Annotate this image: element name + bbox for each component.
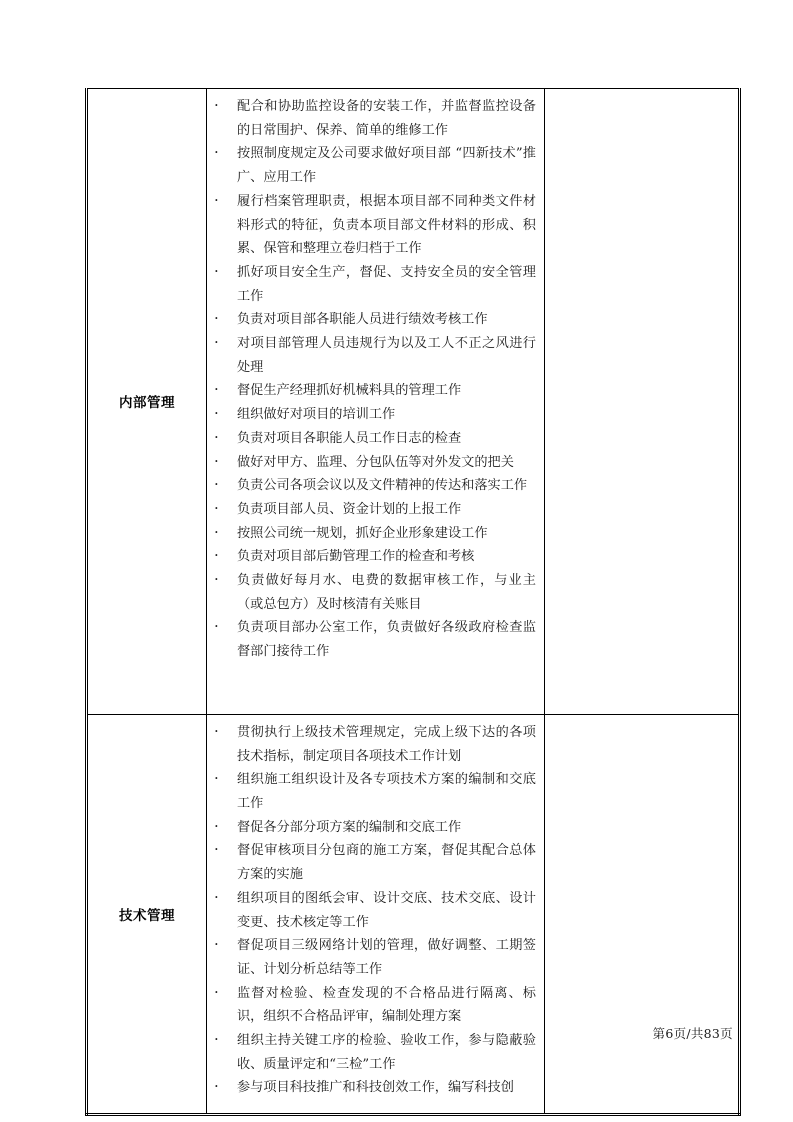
table-body xyxy=(87,89,740,1115)
list-item: · 组织主持关键工序的检验、验收工作，参与隐蔽验收、质量评定和“三检”工作 xyxy=(207,1029,536,1076)
list-item: · 负责对项目各职能人员工作日志的检查 xyxy=(207,427,536,451)
table-row xyxy=(87,89,740,715)
cell-bottom-spacer xyxy=(207,672,544,714)
list-item: · 对项目部管理人员违规行为以及工人不正之风进行处理 xyxy=(207,332,536,379)
list-item: · 督促生产经理抓好机械料具的管理工作 xyxy=(207,379,536,403)
list-item: · 督促审核项目分包商的施工方案，督促其配合总体方案的实施 xyxy=(207,839,536,886)
list-item: · 参与项目科技推广和科技创效工作，编写科技创 xyxy=(207,1076,536,1100)
list-item: · 督促各分部分项方案的编制和交底工作 xyxy=(207,816,536,840)
row-items-cell-technical-management xyxy=(207,714,545,1114)
list-item: · 抓好项目安全生产，督促、支持安全员的安全管理工作 xyxy=(207,261,536,308)
list-item: · 按照公司统一规划，抓好企业形象建设工作 xyxy=(207,522,536,546)
row-label-text: 技术管理 xyxy=(119,908,175,924)
list-item: · 履行档案管理职责，根据本项目部不同种类文件材料形式的特征，负责本项目部文件材料的形成、积累、保管和整理立卷归档于工作 xyxy=(207,190,536,261)
list-item: · 贯彻执行上级技术管理规定，完成上级下达的各项技术指标，制定项目各项技术工作计划 xyxy=(207,721,536,768)
duty-list-internal-management xyxy=(207,89,544,672)
row-label-cell-technical-management xyxy=(87,714,207,1114)
responsibilities-table xyxy=(85,88,741,1116)
list-item: · 负责公司各项会议以及文件精神的传达和落实工作 xyxy=(207,474,536,498)
cell-bottom-spacer xyxy=(207,1108,544,1113)
list-item: · 组织做好对项目的培训工作 xyxy=(207,403,536,427)
list-item: · 做好对甲方、监理、分包队伍等对外发文的把关 xyxy=(207,451,536,475)
list-item: · 监督对检验、检查发现的不合格品进行隔离、标识，组织不合格品评审，编制处理方案 xyxy=(207,982,536,1029)
row-label-cell-internal-management xyxy=(87,89,207,715)
row-notes-cell-technical-management xyxy=(545,714,740,1114)
list-item: · 按照制度规定及公司要求做好项目部 “四新技术”推广、应用工作 xyxy=(207,142,536,189)
list-item: · 负责项目部办公室工作，负责做好各级政府检查监督部门接待工作 xyxy=(207,616,536,663)
list-item: · 配合和协助监控设备的安装工作，并监督监控设备的日常围护、保养、简单的维修工作 xyxy=(207,95,536,142)
duty-list-technical-management xyxy=(207,715,544,1108)
list-item: · 负责做好每月水、电费的数据审核工作，与业主（或总包方）及时核清有关账目 xyxy=(207,569,536,616)
list-item: · 组织施工组织设计及各专项技术方案的编制和交底工作 xyxy=(207,768,536,815)
list-item: · 督促项目三级网络计划的管理，做好调整、工期签证、计划分析总结等工作 xyxy=(207,934,536,981)
list-item: · 负责对项目部各职能人员进行绩效考核工作 xyxy=(207,308,536,332)
list-item: · 组织项目的图纸会审、设计交底、技术交底、设计变更、技术核定等工作 xyxy=(207,887,536,934)
row-items-cell-internal-management xyxy=(207,89,545,715)
row-label-text: 内部管理 xyxy=(119,395,175,412)
row-notes-cell-internal-management xyxy=(545,89,740,715)
page-footer: 第6页/共83页 xyxy=(652,1026,733,1041)
list-item: · 负责项目部人员、资金计划的上报工作 xyxy=(207,498,536,522)
list-item: · 负责对项目部后勤管理工作的检查和考核 xyxy=(207,545,536,569)
table-row xyxy=(87,714,740,1114)
